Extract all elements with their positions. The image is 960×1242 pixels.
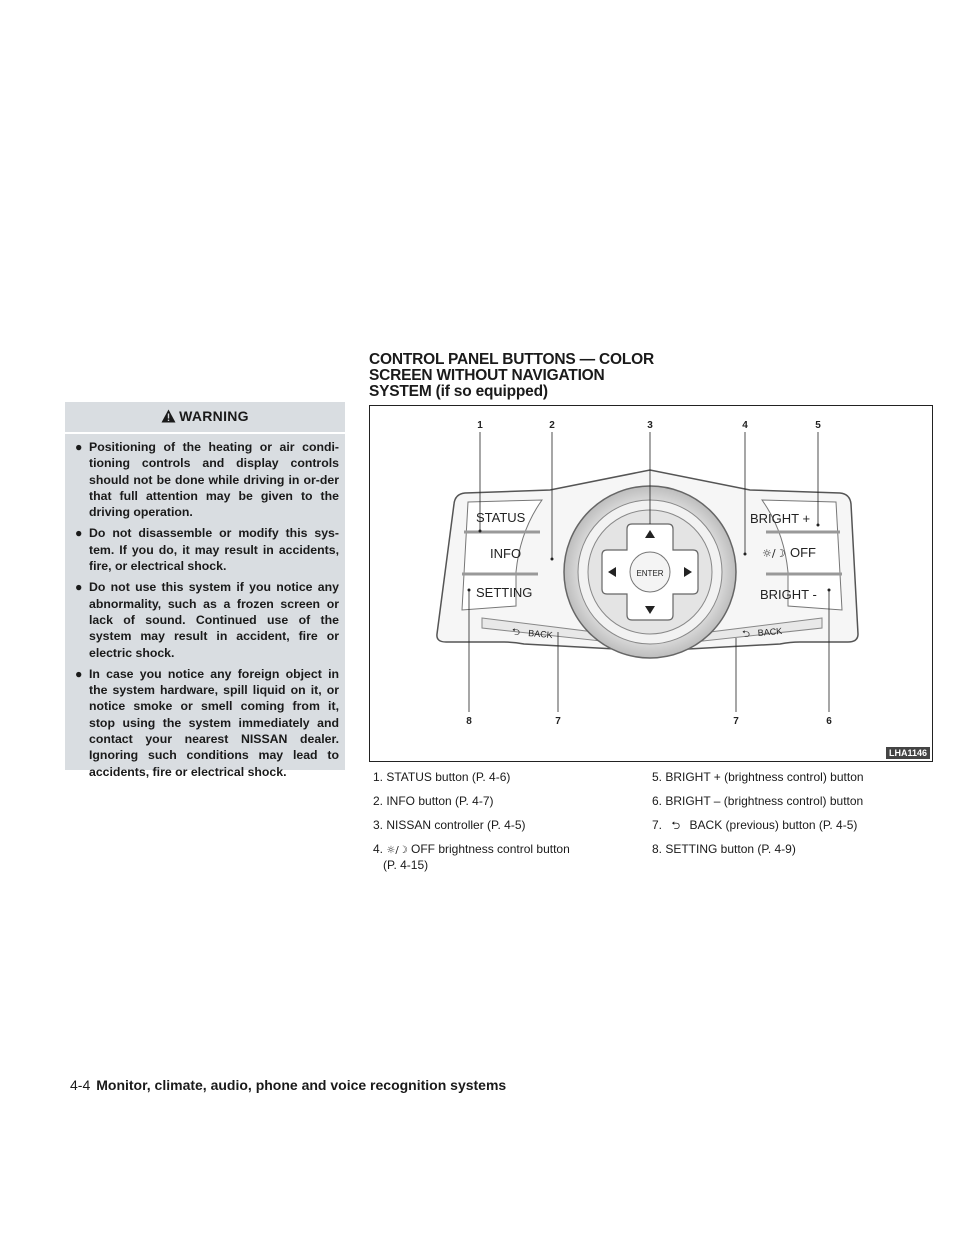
control-panel-illustration [370,406,934,763]
warning-item: ● In case you notice any foreign object in the system hardware, spill liquid on it, or notice smoke or smell coming from it, stop using the system immediately and contact your nearest NISSAN dealer. Ignoring such conditions may lead to accidents, fire or electrical shock. [75,666,339,779]
section-title [369,352,689,400]
legend-item: 5. BRIGHT + (brightness control) button [652,770,864,784]
back-icon-right: ⮌ [742,629,751,640]
legend-item: 8. SETTING button (P. 4-9) [652,842,796,856]
warning-item: ● Do not use this system if you notice any abnormality, such as a frozen screen or lack of sound. Continued use of the system may result in accident, fire or electric shock. [75,580,339,660]
bullet-icon: ● [75,666,83,681]
callout-8: 8 [466,716,472,727]
legend-item: 1. STATUS button (P. 4-6) [373,770,511,784]
legend-item: 6. BRIGHT – (brightness control) button [652,794,864,808]
section-title-line: SCREEN WITHOUT NAVIGATION [369,367,605,384]
callout-1: 1 [477,420,483,431]
legend-right-column [652,770,942,866]
status-label: STATUS [476,510,526,525]
sun-moon-icon: ☼/☽ [762,547,786,560]
callout-7-left: 7 [555,716,561,727]
legend-item: 4. ☼/☽ OFF brightness control button (P. 4-15) [373,842,570,872]
bullet-icon: ● [75,580,83,595]
figure-code: LHA1146 [886,747,930,759]
setting-label: SETTING [476,585,533,600]
legend-item: 7. ⮌ BACK (previous) button (P. 4-5) [652,818,858,832]
back-label-left: BACK [527,628,554,641]
legend-item: 2. INFO button (P. 4-7) [373,794,494,808]
legend-left-column [373,770,633,882]
bullet-icon: ● [75,526,83,541]
section-title-line: SYSTEM (if so equipped) [369,383,548,400]
warning-item: ● Positioning of the heating or air condi-tioning controls and display controls should not be done while driving in or-der that full attention may be given to the driving operation. [75,440,339,520]
warning-list [75,439,339,785]
callout-3: 3 [647,420,653,431]
enter-label: ENTER [636,569,664,578]
back-icon-left: ⮌ [512,627,521,638]
bullet-icon: ● [75,440,83,454]
sun-moon-icon: ☼/☽ [386,845,408,856]
warning-divider [65,432,345,434]
callout-7-right: 7 [733,716,739,727]
bright-minus-label: BRIGHT - [760,587,817,602]
legend-number: 7. [652,818,663,832]
section-title-line: CONTROL PANEL BUTTONS — COLOR [369,351,654,368]
warning-title [65,408,345,424]
callout-4: 4 [742,420,748,431]
back-label-right: BACK [757,625,783,638]
info-label: INFO [490,546,522,561]
warning-triangle-icon [161,409,176,423]
back-arrow-icon: ⮌ [671,819,681,832]
chapter-title: Monitor, climate, audio, phone and voice recognition systems [96,1077,507,1093]
page-footer [70,1077,506,1093]
page-number: 4-4 [70,1077,91,1093]
bright-plus-label: BRIGHT + [750,511,811,526]
legend-number: 4. [373,842,384,856]
warning-title-text: WARNING [179,408,249,424]
warning-box [65,402,345,779]
warning-item: ● Do not disassemble or modify this sys-tem. If you do, it may result in accidents, fire, or electrical shock. [75,526,339,574]
callout-5: 5 [815,420,821,431]
legend-item: 3. NISSAN controller (P. 4-5) [373,818,526,832]
control-panel-figure [369,405,933,762]
callout-6: 6 [826,716,832,727]
off-label: OFF [790,545,816,560]
callout-2: 2 [549,420,555,431]
